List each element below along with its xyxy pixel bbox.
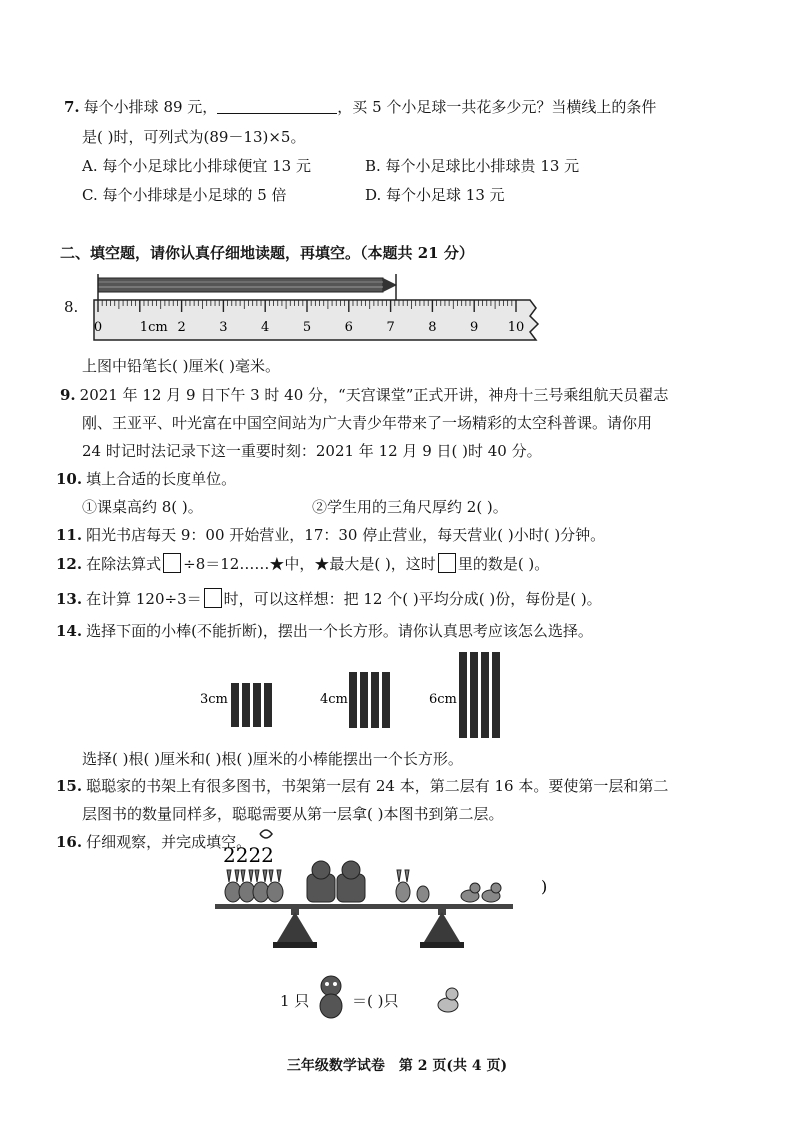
q7-line2: 是( )时，可列式为(89－13)×5。 (82, 128, 306, 146)
q7-option-a[interactable]: A. 每个小足球比小排球便宜 13 元 (82, 157, 311, 175)
ruler-label: 7 (386, 320, 395, 335)
q13-text-a: 在计算 120÷3＝ (86, 590, 202, 608)
q13-text-b: 时，可以这样想：把 12 个( )平均分成( )份，每份是( )。 (223, 590, 602, 608)
q10-title: 填上合适的长度单位。 (86, 470, 237, 488)
sticks-4cm-icon (349, 672, 390, 728)
q10-item2: ②学生用的三角尺厚约 2( )。 (312, 498, 508, 516)
q12-line (56, 553, 549, 574)
ruler-label: 9 (470, 320, 479, 335)
q12-text-b: ÷8＝12……★中，★最大是( )，这时 (183, 555, 436, 573)
question-number: 7. (64, 98, 80, 116)
ruler-label: 3 (219, 320, 228, 335)
q16-text: 仔细观察，并完成填空。 (86, 833, 252, 851)
question-number: 10. (56, 470, 83, 488)
label-4cm: 4cm (320, 692, 348, 707)
answer-box[interactable] (204, 588, 222, 608)
q12-text-a: 在除法算式 (86, 555, 162, 573)
q15-line1 (56, 775, 668, 796)
question-number: 14. (56, 622, 83, 640)
question-number: 13. (56, 590, 83, 608)
ruler-figure (90, 268, 550, 346)
section-title: 二、填空题，请你认真仔细地读题，再填空。（本题共 21 分） (60, 244, 474, 262)
q11-text: 阳光书店每天 9：00 开始营业，17：30 停止营业，每天营业( )小时( )分钟。 (86, 526, 606, 544)
q10-item1: ①课桌高约 8( )。 (82, 498, 203, 516)
duck-icon (436, 985, 462, 1015)
sticks-6cm-icon (459, 652, 500, 738)
ruler-label: 8 (428, 320, 437, 335)
ruler-label: 0 (93, 320, 103, 335)
ruler-label: 6 (344, 320, 353, 335)
q7-line1 (64, 96, 656, 117)
stray-paren: ) (541, 877, 548, 896)
ruler-label: 4 (261, 320, 270, 335)
pencil-icon (98, 278, 397, 292)
ruler-label: 10 (507, 320, 525, 335)
q9-text: 2021 年 12 月 9 日下午 3 时 40 分，“天宫课堂”正式开讲，神舟十三号乘组航天员翟志 (79, 386, 669, 404)
question-number: 16. (56, 833, 83, 851)
q9-line2: 刚、王亚平、叶光富在中国空间站为广大青少年带来了一场精彩的太空科普课。请你用 (82, 414, 653, 432)
ruler-label: 1cm (139, 320, 168, 335)
page-footer: 三年级数学试卷 第 2 页(共 4 页) (286, 1058, 508, 1074)
answer-box[interactable] (438, 553, 456, 573)
q16-eq-mid: ＝( )只 (352, 992, 399, 1010)
ruler-label: 2 (177, 320, 186, 335)
question-number: 12. (56, 555, 83, 573)
answer-box[interactable] (163, 553, 181, 573)
q9-line3: 24 时记时法记录下这一重要时刻：2021 年 12 月 9 日( )时 40 分。 (82, 442, 542, 460)
q13-line (56, 588, 602, 609)
q7-option-d[interactable]: D. 每个小足球 13 元 (365, 186, 505, 204)
q14-line (56, 620, 593, 641)
q11-line (56, 524, 605, 545)
q10-title-line (56, 468, 236, 489)
question-number: 9. (60, 386, 76, 404)
q7-option-b[interactable]: B. 每个小足球比小排球贵 13 元 (365, 157, 580, 175)
question-number: 11. (56, 526, 83, 544)
q15-text: 聪聪家的书架上有很多图书，书架第一层有 24 本，第二层有 16 本。要使第一层和第二 (86, 777, 669, 795)
ruler-label: 5 (302, 320, 312, 335)
q7-option-c[interactable]: C. 每个小排球是小足球的 5 倍 (82, 186, 287, 204)
scale-left-icon (215, 861, 375, 948)
dog-icon (316, 970, 346, 1020)
q14-text: 选择下面的小棒(不能折断)，摆出一个长方形。请你认真思考应该怎么选择。 (86, 622, 593, 640)
answer-blank[interactable] (217, 99, 337, 114)
q15-line2: 层图书的数量同样多，聪聪需要从第一层拿( )本图书到第二层。 (82, 805, 504, 823)
question-number: 15. (56, 777, 83, 795)
q9-line1 (60, 384, 668, 405)
handwriting-marks: 2222 (223, 843, 274, 867)
q8-text: 上图中铅笔长( )厘米( )毫米。 (82, 357, 280, 375)
q7-text-a: 每个小排球 89 元， (83, 98, 218, 116)
sticks-3cm-icon (231, 683, 272, 727)
label-6cm: 6cm (429, 692, 457, 707)
label-3cm: 3cm (200, 692, 228, 707)
q14-answer: 选择( )根( )厘米和( )根( )厘米的小棒能摆出一个长方形。 (82, 750, 463, 768)
balance-figure (215, 822, 565, 962)
scale-right-icon (373, 870, 513, 948)
q16-eq-left: 1 只 (280, 992, 310, 1010)
question-number: 8. (64, 298, 79, 316)
q7-text-b: ，买 5 个小足球一共花多少元？当横线上的条件 (337, 98, 657, 116)
q12-text-c: 里的数是( )。 (457, 555, 550, 573)
sticks-figure (195, 648, 525, 743)
